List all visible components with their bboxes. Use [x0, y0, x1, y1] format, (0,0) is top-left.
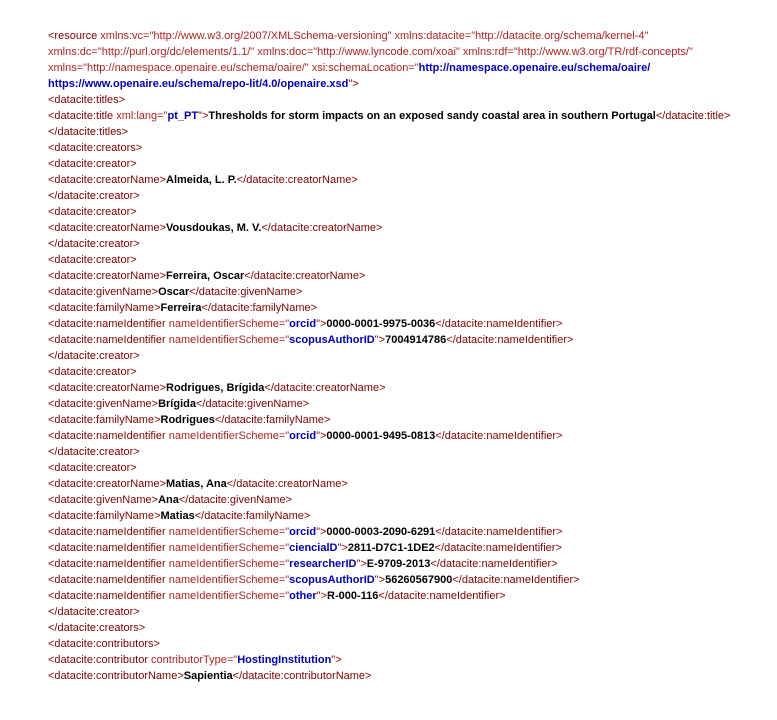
xml-attribute: nameIdentifierScheme="	[168, 318, 290, 330]
xml-line	[48, 268, 763, 284]
xml-tag: <datacite:givenName>	[48, 286, 159, 298]
xml-tag: <datacite:familyName>	[48, 510, 161, 522]
xml-tag: <datacite:givenName>	[48, 398, 159, 410]
xml-tag: </datacite:nameIdentifier>	[452, 574, 580, 586]
xml-tag: </datacite:creator>	[48, 190, 140, 202]
xml-tag: <datacite:creator>	[48, 206, 137, 218]
xml-tag: </datacite:nameIdentifier>	[378, 590, 506, 602]
xml-text-content: Matias	[160, 510, 195, 522]
xml-line	[48, 108, 763, 124]
xml-line	[48, 28, 763, 92]
xml-line	[48, 140, 763, 156]
xml-line	[48, 492, 763, 508]
xml-tag: ">	[316, 526, 327, 538]
xml-tag: </datacite:creator>	[48, 446, 140, 458]
xml-tag: <datacite:nameIdentifier	[48, 318, 169, 330]
xml-attribute: nameIdentifierScheme="	[168, 558, 290, 570]
xml-line	[48, 412, 763, 428]
xml-line	[48, 220, 763, 236]
xml-text-content: Matias, Ana	[166, 478, 227, 490]
xml-tag: </datacite:nameIdentifier>	[435, 526, 563, 538]
xml-attribute: nameIdentifierScheme="	[168, 430, 290, 442]
xml-tag: </datacite:creatorName>	[236, 174, 358, 186]
xml-tag: </datacite:nameIdentifier>	[435, 318, 563, 330]
xml-line	[48, 364, 763, 380]
xml-line	[48, 332, 763, 348]
xml-tag: <datacite:nameIdentifier	[48, 558, 169, 570]
xml-text-content: Thresholds for storm impacts on an exposed sandy coastal area in southern Portugal	[208, 110, 656, 122]
xml-tag: </datacite:nameIdentifier>	[430, 558, 558, 570]
xml-tag: <datacite:nameIdentifier	[48, 542, 169, 554]
xml-text-content: Vousdoukas, M. V.	[166, 222, 262, 234]
xml-line	[48, 428, 763, 444]
xml-tag: ">	[316, 430, 327, 442]
xml-text-content: 0000-0003-2090-6291	[326, 526, 436, 538]
xml-attribute: nameIdentifierScheme="	[168, 334, 290, 346]
xml-line	[48, 668, 763, 684]
xml-attribute-value: orcid	[289, 526, 317, 538]
xml-line	[48, 572, 763, 588]
xml-attribute: nameIdentifierScheme="	[168, 590, 290, 602]
xml-attribute-value: pt_PT	[167, 110, 199, 122]
xml-tag: </datacite:givenName>	[195, 398, 310, 410]
xml-text-content: E-9709-2013	[366, 558, 431, 570]
xml-text-content: 0000-0001-9495-0813	[326, 430, 436, 442]
xml-text-content: 56260567900	[385, 574, 453, 586]
xml-tag: <resource	[48, 30, 101, 42]
xml-tag: <datacite:contributor	[48, 654, 152, 666]
xml-text-content: Rodrigues	[160, 414, 215, 426]
xml-tag: <datacite:nameIdentifier	[48, 334, 169, 346]
xml-tag: <datacite:givenName>	[48, 494, 159, 506]
xml-line	[48, 540, 763, 556]
xml-line	[48, 204, 763, 220]
xml-text-content: R-000-116	[327, 590, 379, 602]
xml-tag: ">	[316, 318, 327, 330]
xml-tag: </datacite:creator>	[48, 350, 140, 362]
xml-tag: </datacite:nameIdentifier>	[435, 430, 563, 442]
xml-text-content: Brígida	[158, 398, 196, 410]
xml-line	[48, 508, 763, 524]
xml-tag: </datacite:contributorName>	[232, 670, 372, 682]
xml-tag: ">	[348, 78, 359, 90]
xml-tag: ">	[198, 110, 209, 122]
xml-text-content: 2811-D7C1-1DE2	[347, 542, 435, 554]
xml-tag: </datacite:titles>	[48, 126, 129, 138]
xml-line	[48, 284, 763, 300]
xml-tag: </datacite:title>	[655, 110, 731, 122]
xml-tag: <datacite:creator>	[48, 462, 137, 474]
xml-line	[48, 556, 763, 572]
xml-line	[48, 652, 763, 668]
xml-tag: </datacite:creatorName>	[264, 382, 386, 394]
xml-tag: ">	[337, 542, 348, 554]
xml-line	[48, 524, 763, 540]
xml-attribute: contributorType="	[151, 654, 238, 666]
xml-document-view	[48, 28, 763, 684]
xml-attribute: xml:lang="	[116, 110, 168, 122]
xml-line	[48, 300, 763, 316]
xml-tag: <datacite:creator>	[48, 254, 137, 266]
xml-tag: ">	[316, 590, 328, 602]
xml-attribute-value: researcherID	[289, 558, 357, 570]
xml-line	[48, 396, 763, 412]
xml-text-content: Rodrigues, Brígida	[166, 382, 265, 394]
xml-attribute: nameIdentifierScheme="	[168, 574, 290, 586]
xml-tag: <datacite:nameIdentifier	[48, 590, 169, 602]
xml-text-content: Ferreira	[160, 302, 202, 314]
xml-text-content: Oscar	[158, 286, 190, 298]
xml-tag: <datacite:creatorName>	[48, 382, 167, 394]
xml-tag: </datacite:creatorName>	[244, 270, 366, 282]
xml-text-content: 7004914786	[385, 334, 447, 346]
xml-tag: <datacite:nameIdentifier	[48, 574, 169, 586]
xml-text-content: Almeida, L. P.	[166, 174, 237, 186]
xml-line	[48, 92, 763, 108]
xml-line	[48, 476, 763, 492]
xml-line	[48, 604, 763, 620]
xml-tag: <datacite:creatorName>	[48, 174, 167, 186]
xml-line	[48, 444, 763, 460]
xml-attribute: nameIdentifierScheme="	[168, 542, 290, 554]
xml-tag: </datacite:familyName>	[201, 302, 318, 314]
xml-attribute-value: scopusAuthorID	[289, 334, 375, 346]
xml-tag: <datacite:creatorName>	[48, 270, 167, 282]
xml-text-content: Sapientia	[183, 670, 233, 682]
xml-attribute-value: http://namespace.openaire.eu/schema/oaire/ https://www.openaire.eu/schema/repo-lit/4.0/openaire.xsd	[48, 62, 651, 90]
xml-attribute-value: scopusAuthorID	[289, 574, 375, 586]
xml-tag: <datacite:familyName>	[48, 414, 161, 426]
xml-line	[48, 124, 763, 140]
xml-tag: <datacite:nameIdentifier	[48, 526, 169, 538]
xml-line	[48, 316, 763, 332]
xml-tag: <datacite:titles>	[48, 94, 126, 106]
xml-tag: </datacite:givenName>	[189, 286, 303, 298]
xml-tag: ">	[331, 654, 342, 666]
xml-line	[48, 236, 763, 252]
xml-text-content: Ferreira, Oscar	[166, 270, 245, 282]
xml-tag: </datacite:creators>	[48, 622, 146, 634]
xml-tag: <datacite:contributorName>	[48, 670, 184, 682]
xml-tag: <datacite:familyName>	[48, 302, 161, 314]
xml-line	[48, 380, 763, 396]
xml-line	[48, 348, 763, 364]
xml-tag: <datacite:title	[48, 110, 117, 122]
xml-attribute-value: orcid	[289, 430, 317, 442]
xml-line	[48, 620, 763, 636]
xml-tag: ">	[374, 574, 386, 586]
xml-tag: </datacite:familyName>	[194, 510, 311, 522]
xml-attribute-value: other	[289, 590, 317, 602]
xml-tag: </datacite:creator>	[48, 238, 140, 250]
xml-tag: <datacite:creatorName>	[48, 222, 167, 234]
xml-line	[48, 460, 763, 476]
xml-tag: <datacite:nameIdentifier	[48, 430, 169, 442]
xml-tag: ">	[356, 558, 367, 570]
xml-tag: </datacite:nameIdentifier>	[446, 334, 574, 346]
xml-attribute-value: ciencialD	[289, 542, 338, 554]
xml-line	[48, 636, 763, 652]
xml-line	[48, 188, 763, 204]
xml-text-content: Ana	[158, 494, 179, 506]
xml-attribute: nameIdentifierScheme="	[168, 526, 290, 538]
xml-tag: <datacite:creator>	[48, 158, 137, 170]
xml-tag: </datacite:givenName>	[178, 494, 292, 506]
xml-tag: <datacite:contributors>	[48, 638, 160, 650]
xml-line	[48, 172, 763, 188]
xml-tag: </datacite:familyName>	[214, 414, 331, 426]
xml-tag: </datacite:nameIdentifier>	[434, 542, 562, 554]
xml-line	[48, 156, 763, 172]
xml-attribute-value: HostingInstitution	[237, 654, 332, 666]
xml-attribute-value: orcid	[289, 318, 317, 330]
xml-text-content: 0000-0001-9975-0036	[326, 318, 436, 330]
xml-attribute: xmlns:vc="http://www.w3.org/2007/XMLSchema-versioning" xmlns:datacite="http://datacite.org/schema/kernel-4" xmlns:dc="http://purl.org/dc/elements/1.1/" xmlns:doc="http://www.lyncode.com/xoai" xmlns:rdf="http://www.w3.org/TR/rdf-concepts/" xmlns="http://namespace.openaire.eu/schema/oaire/" xsi:schemaLocation="	[48, 30, 693, 74]
xml-tag: </datacite:creatorName>	[261, 222, 383, 234]
xml-tag: <datacite:creator>	[48, 366, 137, 378]
xml-tag: </datacite:creator>	[48, 606, 140, 618]
xml-tag: ">	[374, 334, 386, 346]
xml-tag: <datacite:creatorName>	[48, 478, 167, 490]
xml-tag: <datacite:creators>	[48, 142, 143, 154]
xml-tag: </datacite:creatorName>	[226, 478, 348, 490]
xml-line	[48, 588, 763, 604]
xml-line	[48, 252, 763, 268]
